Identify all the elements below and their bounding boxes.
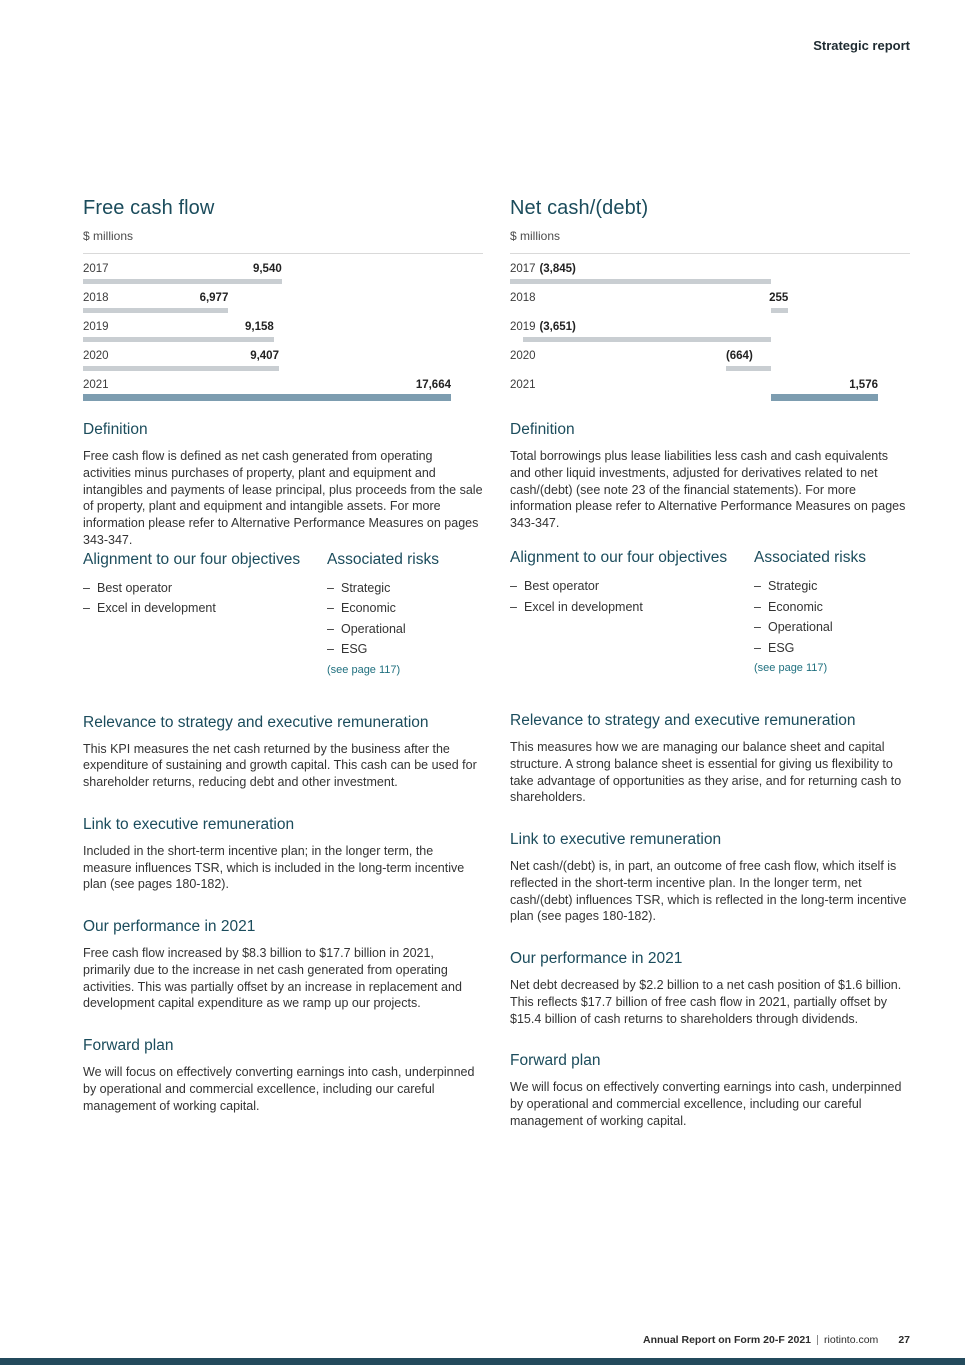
- section-body: Included in the short-term incentive plan; in the longer term, the measure influences TSR, which is included in the long-term incentive plan (see pages 180-182).: [83, 843, 465, 892]
- section-heading: Our performance in 2021: [83, 918, 256, 935]
- alignment-risks-row: [510, 549, 910, 674]
- kpi-unit: $ millions: [510, 229, 561, 243]
- alignment-heading: Alignment to our four objectives: [510, 549, 728, 566]
- footer-page-number: 27: [898, 1334, 910, 1346]
- chart-year-label: 2021: [83, 379, 109, 391]
- chart-value-label: 1,576: [849, 379, 878, 391]
- bar-chart-net-cash-debt: [510, 253, 910, 401]
- definition-heading: Definition: [510, 421, 575, 438]
- alignment-column: [83, 551, 327, 676]
- alignment-list: [510, 576, 754, 617]
- risks-heading: Associated risks: [754, 549, 866, 566]
- chart-bar: [510, 279, 771, 284]
- chart-bar: [771, 308, 788, 313]
- chart-row: [510, 292, 878, 314]
- text-section: [510, 1052, 910, 1129]
- chart-bar: [83, 394, 451, 401]
- text-section: [83, 1037, 483, 1114]
- chart-year-label: 2020: [510, 350, 536, 362]
- list-item: – ESG: [327, 639, 483, 660]
- section-label: Strategic report: [813, 38, 910, 53]
- section-body: This measures how we are managing our balance sheet and capital structure. A strong balance sheet is essential for giving us flexibility to take advantage of opportunities as they arise, and for returning cash to shareholders.: [510, 740, 902, 805]
- section-heading: Link to executive remuneration: [83, 815, 295, 833]
- chart-row: [510, 263, 878, 285]
- chart-year-label: 2019: [83, 321, 109, 333]
- list-item: – Strategic: [754, 576, 910, 597]
- footer-site-label: riotinto.com: [824, 1334, 879, 1346]
- section-heading: Link to executive remuneration: [510, 831, 722, 848]
- chart-year-label: 2017: [83, 263, 109, 275]
- chart-value-label: 9,158: [245, 321, 274, 333]
- footer-divider: [817, 1335, 818, 1345]
- section-body: We will focus on effectively converting earnings into cash, underpinned by operational and commercial excellence, including our careful management of working capital.: [510, 1080, 902, 1128]
- section-body: We will focus on effectively converting earnings into cash, underpinned by operational and commercial excellence, including our careful management of working capital.: [83, 1065, 475, 1113]
- section-body: This KPI measures the net cash returned by the business after the expenditure of sustaining and growth capital. This cash can be used for shareholder returns, reducing debt and other investment.: [83, 741, 477, 789]
- section-heading: Forward plan: [83, 1037, 174, 1054]
- kpi-title: Free cash flow: [83, 197, 215, 219]
- alignment-heading: Alignment to our four objectives: [83, 550, 301, 568]
- see-page-reference: (see page 117): [327, 663, 401, 676]
- chart-bar: [83, 308, 228, 313]
- alignment-column: [510, 549, 754, 674]
- text-section: [83, 918, 483, 1012]
- risks-column: [754, 549, 910, 674]
- chart-value-label: 6,977: [199, 292, 229, 304]
- list-item: – Best operator: [510, 576, 754, 597]
- list-item: – Best operator: [83, 578, 327, 599]
- chart-row: [83, 292, 451, 314]
- definition-heading: Definition: [83, 421, 148, 438]
- chart-row: [83, 379, 451, 401]
- chart-value-label: 17,664: [415, 379, 451, 391]
- alignment-list: [83, 578, 327, 619]
- chart-row: [83, 350, 451, 372]
- section-heading: Forward plan: [510, 1052, 601, 1070]
- text-section: [510, 831, 910, 925]
- chart-value-label: 9,540: [252, 263, 282, 275]
- kpi-title: Net cash/(debt): [510, 197, 649, 219]
- text-sections: [83, 714, 483, 1115]
- text-section: [83, 816, 483, 893]
- text-section: [510, 950, 910, 1027]
- list-item: – Strategic: [327, 578, 483, 599]
- chart-year-label: 2020: [83, 350, 109, 362]
- bar-chart-free-cash-flow: [83, 253, 483, 401]
- chart-row: [83, 321, 451, 343]
- section-heading: Our performance in 2021: [510, 950, 683, 967]
- chart-year-label: 2021: [510, 379, 536, 391]
- definition-text: Free cash flow is defined as net cash generated from operating activities minus purchases of property, plant and equipment and intangibles and payments of lease principal, plus proceeds from the sale of property, plant and equipment and intangible assets. For more information please refer to Alternative Performance Measures on pages 343-347.: [83, 449, 483, 547]
- chart-plot-area: [83, 263, 451, 401]
- chart-value-label: (3,845): [539, 263, 576, 275]
- chart-year-label: 2017: [510, 263, 536, 275]
- kpi-unit: $ millions: [83, 229, 134, 243]
- chart-value-label: (3,651): [539, 321, 576, 333]
- kpi-free-cash-flow: [83, 197, 483, 1130]
- risks-list: [754, 576, 910, 658]
- list-item: – Economic: [327, 598, 483, 619]
- chart-value-label: 255: [769, 292, 789, 304]
- text-sections: [510, 712, 910, 1130]
- risks-list: [327, 578, 483, 660]
- list-item: – Excel in development: [510, 597, 754, 618]
- list-item: – Operational: [754, 617, 910, 638]
- chart-value-label: 9,407: [250, 350, 279, 362]
- section-body: Net cash/(debt) is, in part, an outcome of free cash flow, which itself is reflected in the short-term incentive plan. In the longer term, net cash/(debt) influences TSR, which is reflected in the long-term incentive plan (see pages 180-182).: [510, 859, 907, 924]
- footer-report-label: Annual Report on Form 20-F 2021: [643, 1334, 812, 1346]
- chart-value-label: (664): [725, 350, 753, 362]
- risks-column: [327, 551, 483, 676]
- definition-text: Total borrowings plus lease liabilities less cash and cash equivalents and other liquid investments, adjusted for derivatives related to net cash/(debt) (see note 23 of the financial statements). For more information please refer to Alternative Performance Measures on pages 343-347.: [510, 449, 906, 530]
- page-footer: [643, 1334, 910, 1346]
- text-section: [510, 712, 910, 806]
- chart-year-label: 2019: [510, 321, 536, 333]
- list-item: – Excel in development: [83, 598, 327, 619]
- chart-year-label: 2018: [83, 292, 109, 304]
- text-section: [83, 714, 483, 791]
- chart-plot-area: [510, 263, 878, 401]
- chart-year-label: 2018: [510, 292, 536, 304]
- section-heading: Relevance to strategy and executive remuneration: [83, 713, 429, 731]
- kpi-net-cash-debt: [510, 197, 910, 1130]
- section-body: Net debt decreased by $2.2 billion to a net cash position of $1.6 billion. This reflects $17.7 billion of free cash flow in 2021, partially offset by $15.4 billion of cash returns to shareholders through dividends.: [510, 978, 902, 1026]
- two-column-content: [83, 197, 910, 1130]
- alignment-risks-row: [83, 551, 483, 676]
- chart-row: [83, 263, 451, 285]
- chart-bar: [771, 394, 878, 401]
- chart-bar: [83, 366, 279, 371]
- risks-heading: Associated risks: [327, 550, 439, 568]
- chart-bar: [726, 366, 771, 371]
- list-item: – Operational: [327, 619, 483, 640]
- section-heading: Relevance to strategy and executive remuneration: [510, 712, 856, 729]
- chart-bar: [523, 337, 771, 342]
- section-body: Free cash flow increased by $8.3 billion to $17.7 billion in 2021, primarily due to the increase in net cash generated from operating activities. This was partially offset by an increase in replacement and development capital expenditure as we ramp up our projects.: [83, 946, 462, 1011]
- chart-bar: [83, 337, 274, 342]
- chart-row: [510, 379, 878, 401]
- chart-row: [510, 350, 878, 372]
- chart-bar: [83, 279, 282, 284]
- see-page-reference: (see page 117): [754, 662, 828, 674]
- footer-color-bar: [0, 1358, 965, 1365]
- chart-row: [510, 321, 878, 343]
- list-item: – Economic: [754, 597, 910, 618]
- list-item: – ESG: [754, 638, 910, 659]
